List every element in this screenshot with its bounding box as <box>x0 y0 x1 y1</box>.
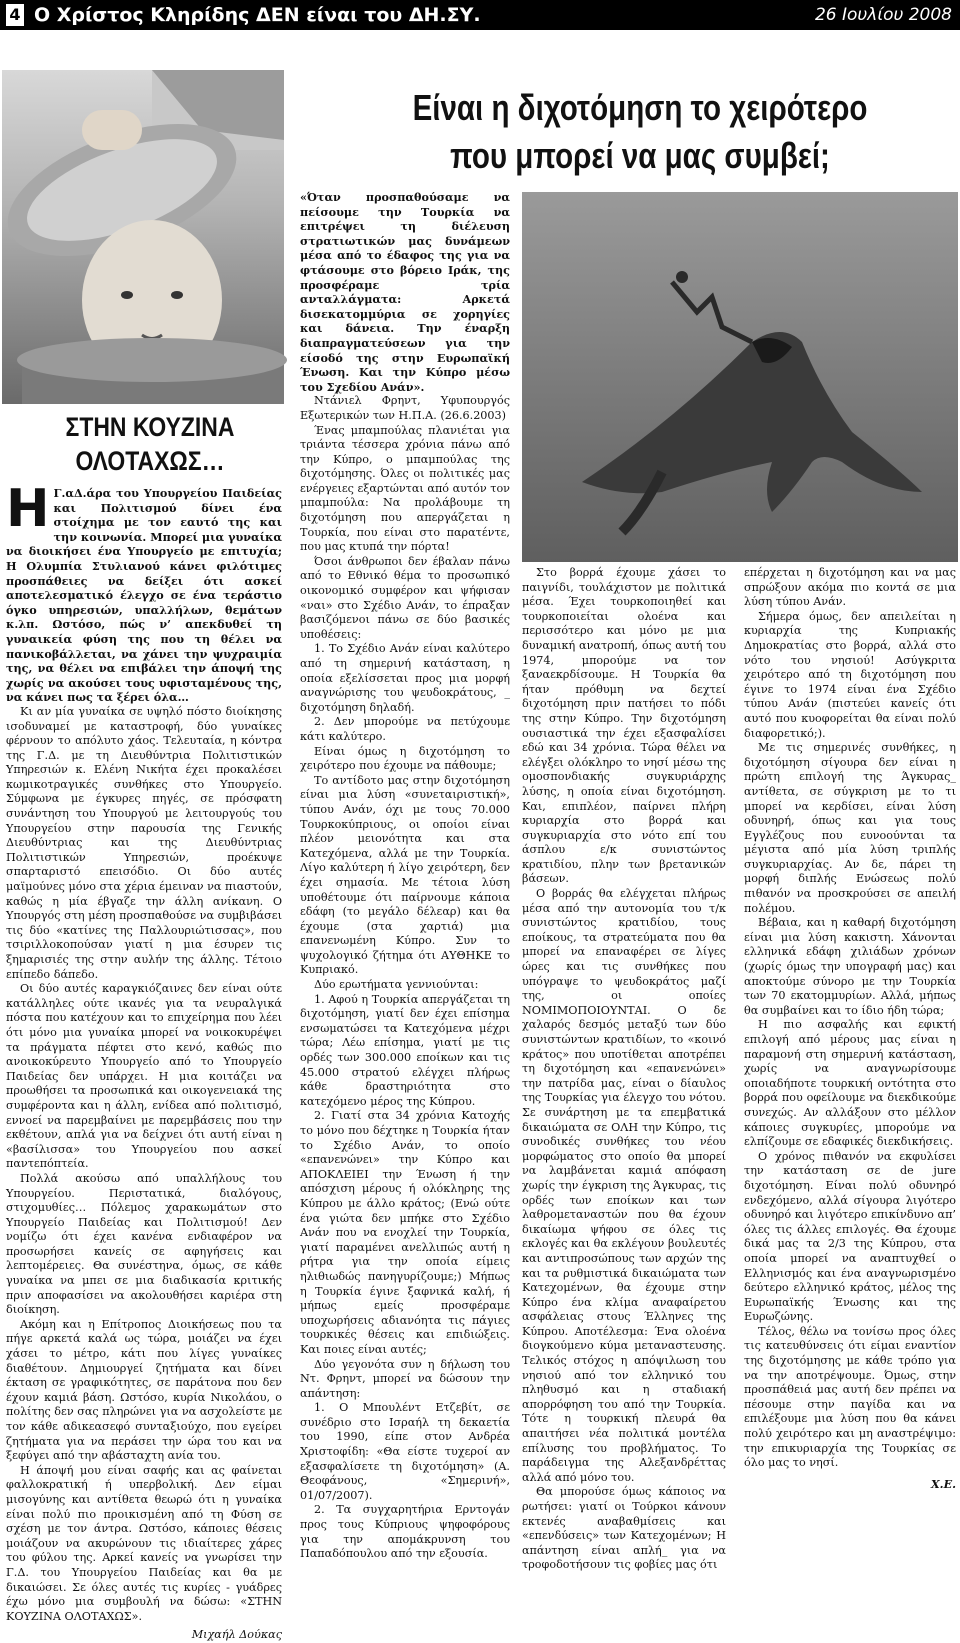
paragraph: Δύο ερωτήματα γεννιούνται: <box>314 978 479 992</box>
paragraph: Πολλά ακούσω από υπαλλήλους του Υπουργείου. Περιστατικά, διαλόγους, στιχομυθίες… Πόλεμος χαρακωμάτων στο Υπουργείο Παιδείας και Πολιτισμού! Δεν νομίζω ότι έχει κανένα ενδιαφέρον να προσωρήσει κανείς σε αφηγήσεις και λεπτομέρειες. Θα συνέστηνα, όμως, σε κάθε γυναίκα να μπει σε μια διαδικασία κριτικής πριν αποφασίσει να ακολουθήσει καριέρα στη διοίκηση. <box>6 1171 282 1317</box>
paragraph: Ο βορράς θα ελέγχεται πλήρως μέσα από την αυτονομία του τ/κ συνιστώντος κρατιδίου, τους εποίκους, τα στρατεύματα που θα μπορεί να επαναφέρει σε λίγες ώρες και τις συνθήκες που υπόγραψε το ψευδοκράτος μαζί της, οι οποίες ΝΟΜΙΜΟΠΟΙΟΥΝΤΑΙ. Ο δε χαλαρός δεσμός μεταξύ των δύο συνιστώντων κρατιδίων, το «κοινό κράτος» που υποτίθεται αποτρέπει τη διχοτόμηση και «επανενώνει» την πατρίδα μας, είναι ο δίαυλος της Τουρκίας για έλεγχο του νότου. Σε συνάρτηση με τα επεμβατικά δικαιώματα σε ΟΛΗ την Κύπρο, τις συνοδικές συνθήκες του νέου μορφώματος στο οποίο θα μπορεί να λαμβάνεται καμιά απόφαση χωρίς την έγκριση της Άγκυρας, τις ορδές των εποίκων και των λαθρομεταναστών που θα έχουν δικαίωμα ψήφου σε όλες τις εκλογές και θα εκλέγουν βουλευτές και αντιπροσώπους των αρχών της και τα ρυθμιστικά δικαιώματα των Κατεχομένων, θα έχουμε στην Κύπρο ένα κλίμα αναφαίρετου ασφάλειας στους Έλληνες της Κύπρου. Αποτέλεσμα: Ένα ολοένα διογκούμενο κύμα μεταναστευσης. Τελικός στόχος η απόψιλωση του νησιού από τον ελληνικό του πληθυσμό και η σταδιακή απορρόφηση του από την Τουρκία. Τότε η τουρκική πλευρά θα απαιτήσει νέα πολιτικά μοντέλα επίλυσης του προβλήματος. Το παράδειγμα της Αλεξανδρέττας αλλά από μόνο του. <box>522 887 726 1484</box>
paragraph: 1. Ο Μπουλέντ Ετζεβίτ, σε συνέδριο στο Ισραήλ τη δεκαετία του 1990, είπε στον Ανδρέα Χριστοφίδη: «Θα είστε τυχεροί αν εξασφαλίσετε τη διχοτόμηση» (Α. Θεοφάνους, «Σημερινή», 01/07/2007). <box>300 1401 510 1502</box>
paragraph: Η άποψή μου είναι σαφής και ας φαίνεται φαλλοκρατική ή υπερβολική. Δεν είμαι μισογύνης και αντίθετα θεωρώ ότι η γυναίκα είναι πολύ πιο προικισμένη από τη Φύση σε σχέση με τον άντρα. Ωστόσο, κάποιες θέσεις μοιάζουν να ακυρώνουν τις ιδιαίτερες χάρες του φύλου της. Αρκεί κανείς να γνωρίσει την Γ.Δ. του Υπουργείου Παιδείας και θα με δικαιώσει. Σε όλες αυτές τις κυρίες - γυάδρες έχω μόνο μια συμβουλή να δώσω: «ΣΤΗΝ ΚΟΥΖΙΝΑ ΟΛΟΤΑΧΩΣ». <box>6 1463 282 1623</box>
main-article-title <box>410 84 869 180</box>
paragraph: Δύο γεγονότα συν η δήλωση του Ντ. Φρηντ, μπορεί να δώσουν την απάντηση: <box>300 1357 510 1400</box>
author-signature: Μιχαήλ Δούκας <box>191 1628 282 1642</box>
kitchen-article-title <box>31 410 269 478</box>
paragraph: 1. Αφού η Τουρκία απεργάζεται τη διχοτόμηση, γιατί δεν έχει επίσημα ενσωματώσει τα Κατεχόμενα μέχρι τώρα; Λέω επίσημα, γιατί με τις ορδές των 300.000 εποίκων και τις 45.000 στρατού ελέγχει πλήρως κάθε δραστηριότητα στο κατεχόμενο μέρος της Κύπρου. <box>300 992 510 1108</box>
paragraph: 2. Γιατί στα 34 χρόνια Κατοχής το μόνο που δέχτηκε η Τουρκία ήταν το Σχέδιο Ανάν, το οποίο «επανενώνει» την Κύπρο και ΑΠΟΚΛΕΙΕΙ την Ένωση ή την απόσχιση μέρους ή ολόκληρης της Κύπρου με άλλο κράτος; (Ενώ ούτε ένα γιώτα δεν μπήκε στο Σχέδιο Ανάν που να ενοχλεί την Τουρκία, γιατί παραμένει ανελλιπώς αυτή η ρήτρα για την οποία είμεις ηλιθιωδώς πανηγυρίζουμε;) Μήπως η Τουρκία έγινε ξαφνικά καλή, ή μήπως εμείς προσφέραμε υποχωρήσεις αδιανόητα τις πάγιες τουρκικές θέσεις και επιδιώξεις. Και ποιες είναι αυτές; <box>300 1109 510 1356</box>
lead-text: Γ.αΔ.άρα του Υπουργείου Παιδείας και Πολιτισμού δίνει ένα στοίχημα με τον εαυτό της και την κοινωνία. Μπορεί μια γυναίκα να διοικήσει ένα Υπουργείο με επιτυχία; Η Ολυμπία Στυλιανού κάνει φιλότιμες προσπάθειες να δείξει ότι ασκεί αποτελεσματικό έλεγχο σε ένα τεράστιο όγκο υπηρεσιών, υπαλλήλων, θεμάτων κ.λπ. Ωστόσο, πώς ν’ απεκδυθεί τη γυναικεία φύση της που τη θέλει να πανικοβάλλεται, να χάνει την ψυχραιμία της, να θέλει να επιβάλει την άποψή της χωρίς να ακούσει τους υφισταμένους της, να κάνει πως τα ξέρει όλα… <box>6 486 282 705</box>
paragraph: Το αντίδοτο μας στην διχοτόμηση είναι μια λύση «συνεταιριστική», τύπου Ανάν, όχι με τους 70.000 Τουρκοκύπριους, οι οποίοι είναι πλέον μειονότητα και στα Κατεχόμενα, αλλά με την Τουρκία. Λίγο καλύτερη ή λίγο χειρότερη, δεν έχει σημασία. Με τέτοια λύση υποθέτουμε ότι παίρνουμε κάποια εδάφη (το μεγάλο δέλεαρ) και θα έχουμε (στα χαρτιά) μια επανενωμένη Κύπρο. Συν το ψυχολογικό ζήτημα ότι ΑΥΘΗΚΕ το Κυπριακό. <box>300 773 510 977</box>
paragraph: Ο χρόνος πιθανόν να εκφυλίσει την κατάσταση σε de jure διχοτόμηση. Είναι πολύ οδυνηρό ενδεχόμενο, αλλά σίγουρα λιγότερο οδυνηρό και λιγότερο επικίνδυνο απ’ όλες τις άλλες επιλογές. Θα έχουμε δικά μας τα 2/3 της Κύπρου, στα οποία μπορεί να αναπτυχθεί ο Ελληνισμός και ένα αναγνωρισμένο δεύτερο ελληνικό κράτος, μέλος της Ευρωπαϊκής Ένωσης και της Ευρωζώνης. <box>744 1149 956 1324</box>
paragraph: Θα μπορούσε όμως κάποιος να ρωτήσει: γιατί οι Τούρκοι κάνουν εκτενές αναβαθμίσεις και «επενδύσεις» των Κατεχομένων; Η απάντηση είναι απλή_ για να τροφοδοτήσουν τις φοβίες μας ότι <box>522 1485 726 1572</box>
paragraph: Στο βορρά έχουμε χάσει το παιγνίδι, τουλάχιστον με πολιτικά μέσα. Έχει τουρκοποιηθεί και τουρκοποιείται ολοένα και περισσότερο και μόνο με μια δυναμική ανατροπή, όπως αυτή του 1974, μπορούμε να τον ξαναεκρδίσουμε. Η Τουρκία θα ήταν πρόθυμη να δεχτεί διχοτόμηση πριν πατήσει το πόδι της στην Κύπρο. Την διχοτόμηση ουσιαστικά την έχει εξασφαλίσει εδώ και 34 χρόνια. Τώρα θέλει να ελέγξει ολόκληρο το νησί μέσω της ομοσπονδιακής συγκυριάρχης λύσης, η οποία είναι διχοτόμηση. Και, επιπλέον, παίρνει πλήρη κυριαρχία στο βορρά και συγκυριαρχία στο νότο επί του άσπλου ε/κ συνιστώντος κρατιδίου, πλην των βρετανικών βάσεων. <box>522 566 726 886</box>
epigraph-quote: «Όταν προσπαθούσαμε να πείσουμε την Τουρκία να επιτρέψει τη διέλευση στρατιωτικών μας δυνάμεων μέσα από το έδαφος της για να φτάσουμε στο βόρειο Ιράκ, της προσφέραμε τρία ανταλλάγματα: Αρκετά δισεκατομμύρια σε χορηγίες και δάνεια. Την έναρξη διαπραγματεύσεων για την είσοδό της στην Ευρωπαϊκή Ένωση. Και την Κύπρο μέσω του Σχεδίου Ανάν». <box>300 190 510 394</box>
paragraph: Όσοι άνθρωποι δεν έβαλαν πάνω από το Εθνικό θέμα το προσωπικό οικονομικό συμφέρον και ψήφισαν «ναι» στο Σχέδιο Ανάν, το έπραξαν βασιζόμενοι πάνω σε δύο βασικές υποθέσεις: <box>300 554 510 641</box>
kitchen-lead-paragraph <box>6 479 282 705</box>
paragraph: Με τις σημερινές συνθήκες, η διχοτόμηση σίγουρα δεν είναι η πρώτη επιλογή της Άγκυρας_ αντίθετα, σε σύγκριση με το τι μπορεί να κερδίσει, είναι λύση οδυνηρή, όπως και για τους Εγγλέζους που ευνοούνται τα μέγιστα από μία λύση τριπλής συγκυριαρχίας. Αν δε, πάρει τη μορφή διπλής Ενώσεως πολύ πιθανόν να προσκρούσει σε απειλή πολέμου. <box>744 741 956 915</box>
kitchen-article-body <box>6 479 283 1642</box>
paragraph: Είναι όμως η διχοτόμηση το χειρότερο που έχουμε να πάθουμε; <box>300 744 510 773</box>
paragraph: 2. Δεν μπορούμε να πετύχουμε κάτι καλύτερο. <box>300 715 510 743</box>
paragraph: 2. Τα συγχαρητήρια Ερντογάν προς τους Κύπριους ψηφοφόρους για την απομάκρυνση του Παπαδόπουλου από την εξουσία. <box>300 1503 510 1561</box>
partition-article-column-1 <box>300 190 510 1561</box>
header-headline: Ο Χρίστος Κληρίδης ΔΕΝ είναι του ΔΗ.ΣΥ. <box>34 4 481 26</box>
paragraph: Σήμερα όμως, δεν απειλείται η κυριαρχία της Κυπριακής Δημοκρατίας στο βορρά, αλλά στο νότο του νησιού! Ασύγκριτα χειρότερο από τη διχοτόμηση που έγινε το 1974 είναι ένα Σχέδιο τύπου Ανάν (πιστεύει κανείς ότι αυτό που κυοφορείται θα είναι πολύ διαφορετικό;). <box>744 609 956 740</box>
paragraph: επέρχεται η διχοτόμηση και να μας σπρώξουν ακόμα πιο κοντά σε μια λύση τύπου Ανάν. <box>744 566 956 609</box>
page-number: 4 <box>6 4 24 26</box>
paragraph: Οι δύο αυτές καραγκιόζαινες δεν είναι ούτε κατάλληλες ούτε ικανές για τα νευραλγικά πόστα που κατέχουν και το επιχείρημα που λέει ότι μόνο μια γυναίκα μπορεί να νοικοκυρέψει τα πράγματα πέφτει στο κενό, καθώς πιο ανοικοκύρευτο Υπουργείο από το Υπουργείο Παιδείας δεν υπάρχει. Η μια κοιτάζει να προωθήσει τα προσωπικά και οικογενειακά της συμφέροντα και η άλλη, ενίδεα από πολιτισμό, εννοεί να παρεμβαίνει με παρεμβάσεις που την εκθέτουν, απλά για να δείχνει ότι αυτή είναι η «βασίλισσα» του Υπουργείου που ασκεί παντεπόπτεία. <box>6 982 282 1171</box>
paragraph: Ένας μπαμπούλας πλανιέται για τριάντα τέσσερα χρόνια πάνω από την Κύπρο, ο μπαμπούλας της διχοτόμησης. Όλες οι πολιτικές μας ενέργειες εξαρτώνται από αυτόν τον μπαμπούλα: Να προλάβουμε τη διχοτόμηση που απεργάζεται η Τουρκία, που είναι στο παρατέντε, που μας κτυπά την πόρτα! <box>300 423 510 554</box>
paragraph: Τέλος, θέλω να τονίσω προς όλες τις κατευθύνσεις ότι είμαι εναντίον της διχοτόμησης με κάθε τρόπο για να την αποτρέψουμε. Όμως, στην προσπάθειά μας αυτή δεν πρέπει να πέσουμε στην παγίδα και να επιλέξουμε μια λύση που θα κάνει πολύ χειρότερο και μη αναστρέψιμο: την επικυριαρχία της Τουρκίας σε όλο μας το νησί. <box>744 1324 956 1470</box>
paragraph: Βέβαια, και η καθαρή διχοτόμηση είναι μια λύση κακιστη. Χάνονται ελληνικά εδάφη χιλιάδων χρόνων (χωρίς όμως την υπογραφή μας) και αποκτούμε σύνορο με την Τουρκία των 70 εκατομμυρίων. Αλλά, μήπως θα συμβαίνει και το ίδιο ήδη τώρα; <box>744 916 956 1017</box>
paragraph: Ακόμη και η Επίτροπος Διοικήσεως που τα πήγε αρκετά καλά ως τώρα, μοιάζει να έχει χάσει το μέτρο, κάτι που λίγες γυναίκες διαθέτουν. Δημιουργεί ζητήματα και δίνει έκταση σε γραφικότητες, σε παράτονα που δεν έχουν καμιά βάση. Ωστόσο, κυρία Νικολάου, ο πολίτης δεν σας πληρώνει για να ασχολείστε με τον κάθε αδικεασεφό συνταξιούχο, που εγείρει ζητήματα για να περάσει την ώρα του και να ξεφύγει από την αβάσταχτη ανία του. <box>6 1317 282 1463</box>
paragraph: Η πιο ασφαλής και εφικτή επιλογή από μέρους μας είναι η παραμονή στη σημερινή κατάσταση, χωρίς να αναγνωρίσουμε οποιαδήποτε τουρκική οντότητα στο βορρά που οφείλουμε να διεκδικούμε συνεχώς. Αν αλλάξουν στο μέλλον κάποιες συγκυρίες, μπορούμε να ελπίζουμε σε εδαφικές διεκδικήσεις. <box>744 1018 956 1149</box>
main-title-line-2: που μπορεί να μας συμβεί; <box>450 135 830 176</box>
quote-source: Ντάνιελ Φρηντ, Υφυπουργός Εξωτερικών των Η.Π.Α. (26.6.2003) <box>300 394 510 422</box>
shark-photo <box>522 192 958 562</box>
kitchen-title-line-2: ΟΛΟΤΑΧΩΣ… <box>75 446 225 476</box>
partition-article-column-3 <box>744 566 956 1502</box>
kitchen-title-line-1: ΣΤΗΝ ΚΟΥΖΙΝΑ <box>65 412 235 442</box>
drop-cap: Η <box>6 479 50 539</box>
partition-article-column-2 <box>522 566 726 1572</box>
author-signature: Χ.Ε. <box>931 1476 956 1491</box>
page-header <box>0 0 960 30</box>
header-date: 26 Ιουλίου 2008 <box>814 5 952 25</box>
main-title-line-1: Είναι η διχοτόμηση το χειρότερο <box>412 87 868 128</box>
baby-in-pot-photo <box>2 70 284 404</box>
paragraph: Κι αν μία γυναίκα σε υψηλό πόστο διοίκησης ισοδυναμεί με καταστροφή, δύο γυναίκες φέρνουν το απόλυτο χάος. Τελευταία, η κόντρα της Γ.Δ. με τη Διευθύντρια Πολιτιστικών Υπηρεσιών κ. Ελένη Νικήτα έχει προκαλέσει κωμικοτραγικές συνθήκες στο Υπουργείο. Σύμφωνα με έγκυρες πηγές, σε πρόσφατη συνάντηση του Υπουργού με λειτουργούς του Υπουργείου στην παρουσία της Γενικής Διευθύντριας και της Διευθύντριας Πολιτιστικών Υπηρεσιών, προέκυψε σπαρταριστό επεισόδιο. Οι δύο αυτές μαϊμούνες μόνο στα χέρια έμειναν να πιαστούν, καθώς η μία έβγαζε την άλλη ανίκανη. Ο Υπουργός στη μέση προσπαθούσε να συμβιβάσει τις δύο «κατίνες της Παλλουριώτισσας», που τσιριλλοκοπούσαν γιατί η μια έσυρεν τις ξημαρισιές της στην αυλήν της άλλης. Τέτοιο επίπεδο δάπεδο. <box>6 704 283 981</box>
paragraph: 1. Το Σχέδιο Ανάν είναι καλύτερο από τη σημερινή κατάσταση, η οποία εξελίσσεται προς μια μορφή αναγνώρισης του ψευδοκράτους, _ διχοτόμηση δηλαδή. <box>300 642 510 714</box>
